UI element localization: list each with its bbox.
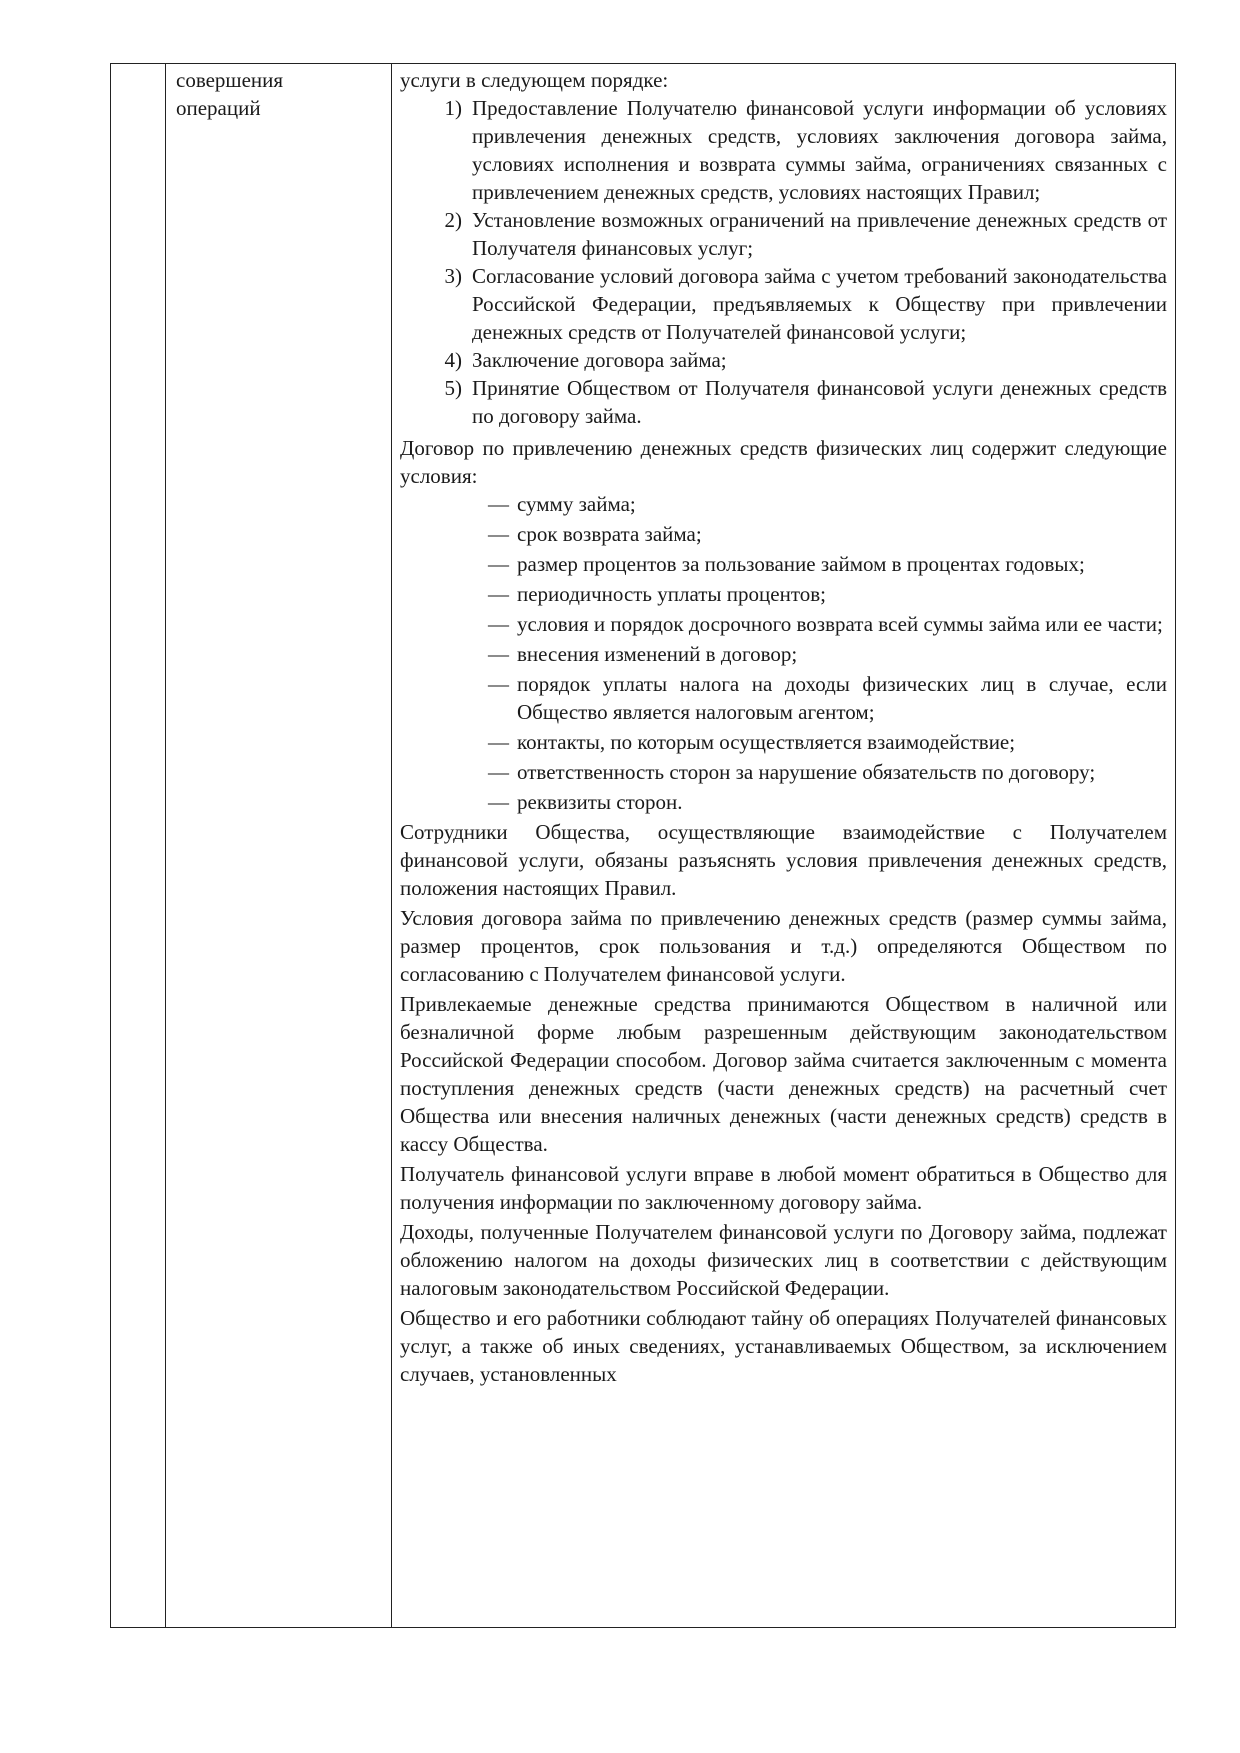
list-text: срок возврата займа; (517, 522, 702, 546)
table-col-content (392, 64, 1175, 1627)
dash-marker: — (488, 790, 509, 814)
list-text: контакты, по которым осуществляется взаимодействие; (517, 730, 1016, 754)
list-item (400, 550, 1167, 578)
list-item (400, 262, 1167, 346)
dash-marker: — (488, 730, 509, 754)
list-item (400, 580, 1167, 608)
list-number: 1) (444, 96, 462, 120)
dash-marker: — (488, 582, 509, 606)
list-text: ответственность сторон за нарушение обязательств по договору; (517, 760, 1096, 784)
table-col-title (166, 64, 392, 1627)
list-text: Заключение договора займа; (472, 348, 727, 372)
list-text: внесения изменений в договор; (517, 642, 798, 666)
list-text: периодичность уплаты процентов; (517, 582, 826, 606)
list-item (400, 758, 1167, 786)
dash-marker: — (488, 642, 509, 666)
dash-marker: — (488, 552, 509, 576)
list-item (400, 788, 1167, 816)
list-item (400, 346, 1167, 374)
dash-marker: — (488, 522, 509, 546)
dash-marker: — (488, 760, 509, 784)
list-item (400, 94, 1167, 206)
list-number: 2) (444, 208, 462, 232)
paragraph: Привлекаемые денежные средства принимаются Обществом в наличной или безналичной форме любым разрешенным действующим законодательством Российской Федерации способом. Договор займа считается заключенным с момента поступления денежных средств (части денежных средств) на расчетный счет Общества или внесения наличных денежных (части денежных средств) средств в кассу Общества. (400, 992, 1167, 1156)
list-text: условия и порядок досрочного возврата всей суммы займа или ее части; (517, 612, 1163, 636)
list-text: Принятие Обществом от Получателя финансовой услуги денежных средств по договору займа. (472, 376, 1167, 428)
list-item (400, 206, 1167, 262)
dash-marker: — (488, 492, 509, 516)
list-item (400, 490, 1167, 518)
intro-text: услуги в следующем порядке: (400, 68, 669, 92)
paragraph: Условия договора займа по привлечению денежных средств (размер суммы займа, размер процентов, срок пользования и т.д.) определяются Обществом по согласованию с Получателем финансовой услуги. (400, 906, 1167, 986)
title-line: совершения (176, 68, 284, 92)
list-number: 5) (444, 376, 462, 400)
list-item (400, 520, 1167, 548)
list-item (400, 374, 1167, 430)
table-col-number (111, 64, 166, 1627)
dash-marker: — (488, 672, 509, 696)
list-text: Установление возможных ограничений на привлечение денежных средств от Получателя финансовых услуг; (472, 208, 1167, 260)
list-text: размер процентов за пользование займом в процентах годовых; (517, 552, 1085, 576)
list-number: 4) (444, 348, 462, 372)
paragraph: Общество и его работники соблюдают тайну об операциях Получателей финансовых услуг, а также об иных сведениях, устанавливаемых Обществом, за исключением случаев, установленных (400, 1306, 1167, 1386)
list-text: реквизиты сторон. (517, 790, 683, 814)
list-number: 3) (444, 264, 462, 288)
list-item (400, 610, 1167, 638)
paragraph: Доходы, полученные Получателем финансовой услуги по Договору займа, подлежат обложению налогом на доходы физических лиц в соответствии с действующим налоговым законодательством Российской Федерации. (400, 1220, 1167, 1300)
list-text: порядок уплаты налога на доходы физических лиц в случае, если Общество является налоговым агентом; (517, 672, 1167, 724)
paragraph: Сотрудники Общества, осуществляющие взаимодействие с Получателем финансовой услуги, обязаны разъяснять условия привлечения денежных средств, положения настоящих Правил. (400, 820, 1167, 900)
list-text: Согласование условий договора займа с учетом требований законодательства Российской Федерации, предъявляемых к Обществу при привлечении денежных средств от Получателей финансовой услуги; (472, 264, 1167, 344)
paragraph: Получатель финансовой услуги вправе в любой момент обратиться в Общество для получения информации по заключенному договору займа. (400, 1162, 1167, 1214)
conditions-intro: Договор по привлечению денежных средств физических лиц содержит следующие условия: (400, 436, 1167, 488)
list-item (400, 670, 1167, 726)
list-item (400, 728, 1167, 756)
list-text: Предоставление Получателю финансовой услуги информации об условиях привлечения денежных средств, условиях заключения договора займа, условиях исполнения и возврата суммы займа, ограничениях связанных с привлечением денежных средств, условиях настоящих Правил; (472, 96, 1167, 204)
title-line: операций (176, 96, 261, 120)
list-item (400, 640, 1167, 668)
conditions-list (400, 490, 1167, 816)
steps-list (400, 94, 1167, 430)
document-table (110, 63, 1176, 1628)
dash-marker: — (488, 612, 509, 636)
list-text: сумму займа; (517, 492, 636, 516)
